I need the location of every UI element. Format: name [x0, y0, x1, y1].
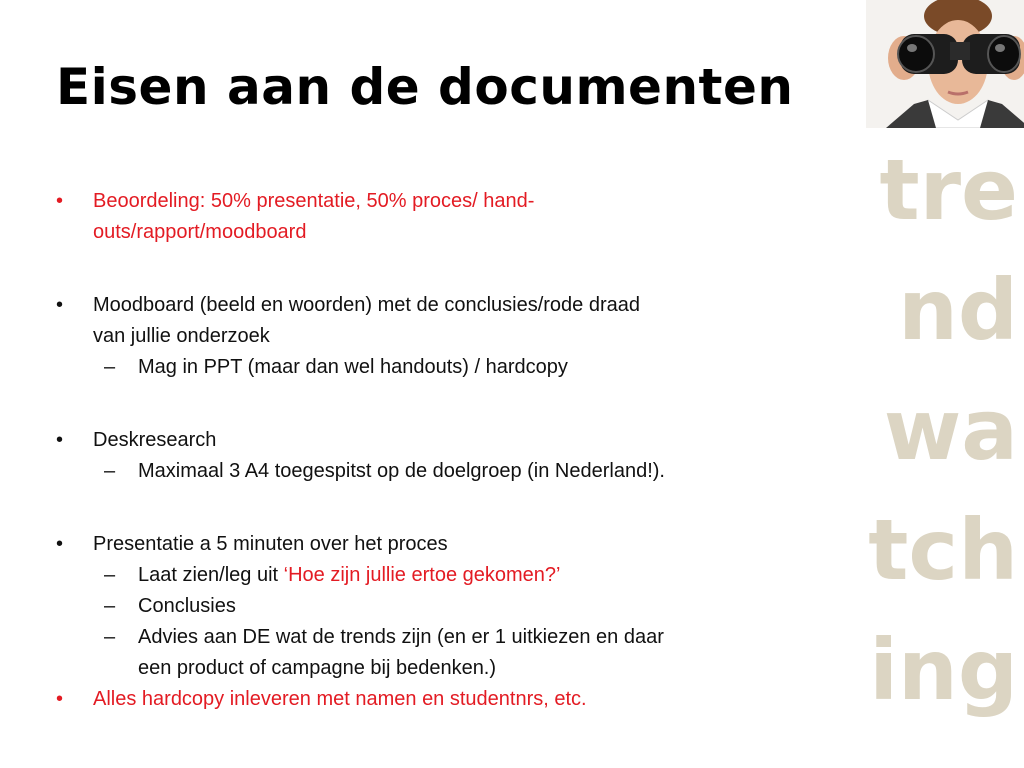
sub-text: Mag in PPT (maar dan wel handouts) / hardcopy: [138, 356, 568, 378]
dash-icon: –: [104, 595, 116, 617]
watermark-line: tch: [868, 501, 1018, 599]
binoculars-photo: [866, 0, 1024, 128]
bullet-item-presentatie: [56, 529, 786, 560]
bullet-icon: •: [56, 688, 64, 710]
sub-text: Advies aan DE wat de trends zijn (en er 1 uitkiezen en daar: [138, 626, 664, 648]
sub-item-maximaal: [56, 456, 786, 487]
sub-item-conclusies: [56, 591, 786, 622]
watermark-line: ing: [869, 621, 1018, 719]
trendwatching-watermark: [858, 130, 1018, 730]
bullet-text-line: Alles hardcopy inleveren met namen en studentnrs, etc.: [93, 688, 587, 710]
sub-text: Laat zien/leg uit: [138, 564, 284, 586]
sub-item-advies: [56, 622, 786, 684]
bullet-icon: •: [56, 533, 64, 555]
sub-item-laat-zien: [56, 560, 786, 591]
bullet-text-line: Moodboard (beeld en woorden) met de conclusies/rode draad: [93, 294, 641, 316]
man-with-binoculars-icon: [866, 0, 1024, 128]
dash-icon: –: [104, 564, 116, 586]
sub-item-ppt: [56, 352, 786, 383]
dash-icon: –: [104, 626, 116, 648]
sub-text: Maximaal 3 A4 toegespitst op de doelgroep (in Nederland!).: [138, 460, 665, 482]
bullet-item-hardcopy: [56, 684, 786, 715]
bullet-item-deskresearch: [56, 425, 786, 456]
bullet-text-line: Beoordeling: 50% presentatie, 50% proces/ hand-: [93, 190, 535, 212]
sub-text: Conclusies: [138, 595, 236, 617]
dash-icon: –: [104, 356, 116, 378]
watermark-line: tre: [879, 141, 1018, 239]
watermark-line: wa: [883, 381, 1018, 479]
watermark-line: nd: [898, 261, 1018, 359]
sub-text-highlight: ‘Hoe zijn jullie ertoe gekomen?’: [283, 564, 561, 586]
bullet-item-moodboard: [56, 290, 786, 352]
bullet-icon: •: [56, 294, 64, 316]
bullet-icon: •: [56, 190, 64, 212]
sub-text-continuation: een product of campagne bij bedenken.): [138, 657, 497, 679]
bullet-item-beoordeling: [56, 186, 786, 248]
bullet-text-line: outs/rapport/moodboard: [93, 221, 307, 243]
bullet-text-line: Deskresearch: [93, 429, 217, 451]
slide-content: [56, 186, 786, 715]
sub-text-line: [138, 560, 786, 591]
dash-icon: –: [104, 460, 116, 482]
bullet-icon: •: [56, 429, 64, 451]
bullet-text-line: Presentatie a 5 minuten over het proces: [93, 533, 448, 555]
slide-title: Eisen aan de documenten: [56, 58, 794, 116]
bullet-text-line: van jullie onderzoek: [93, 325, 270, 347]
